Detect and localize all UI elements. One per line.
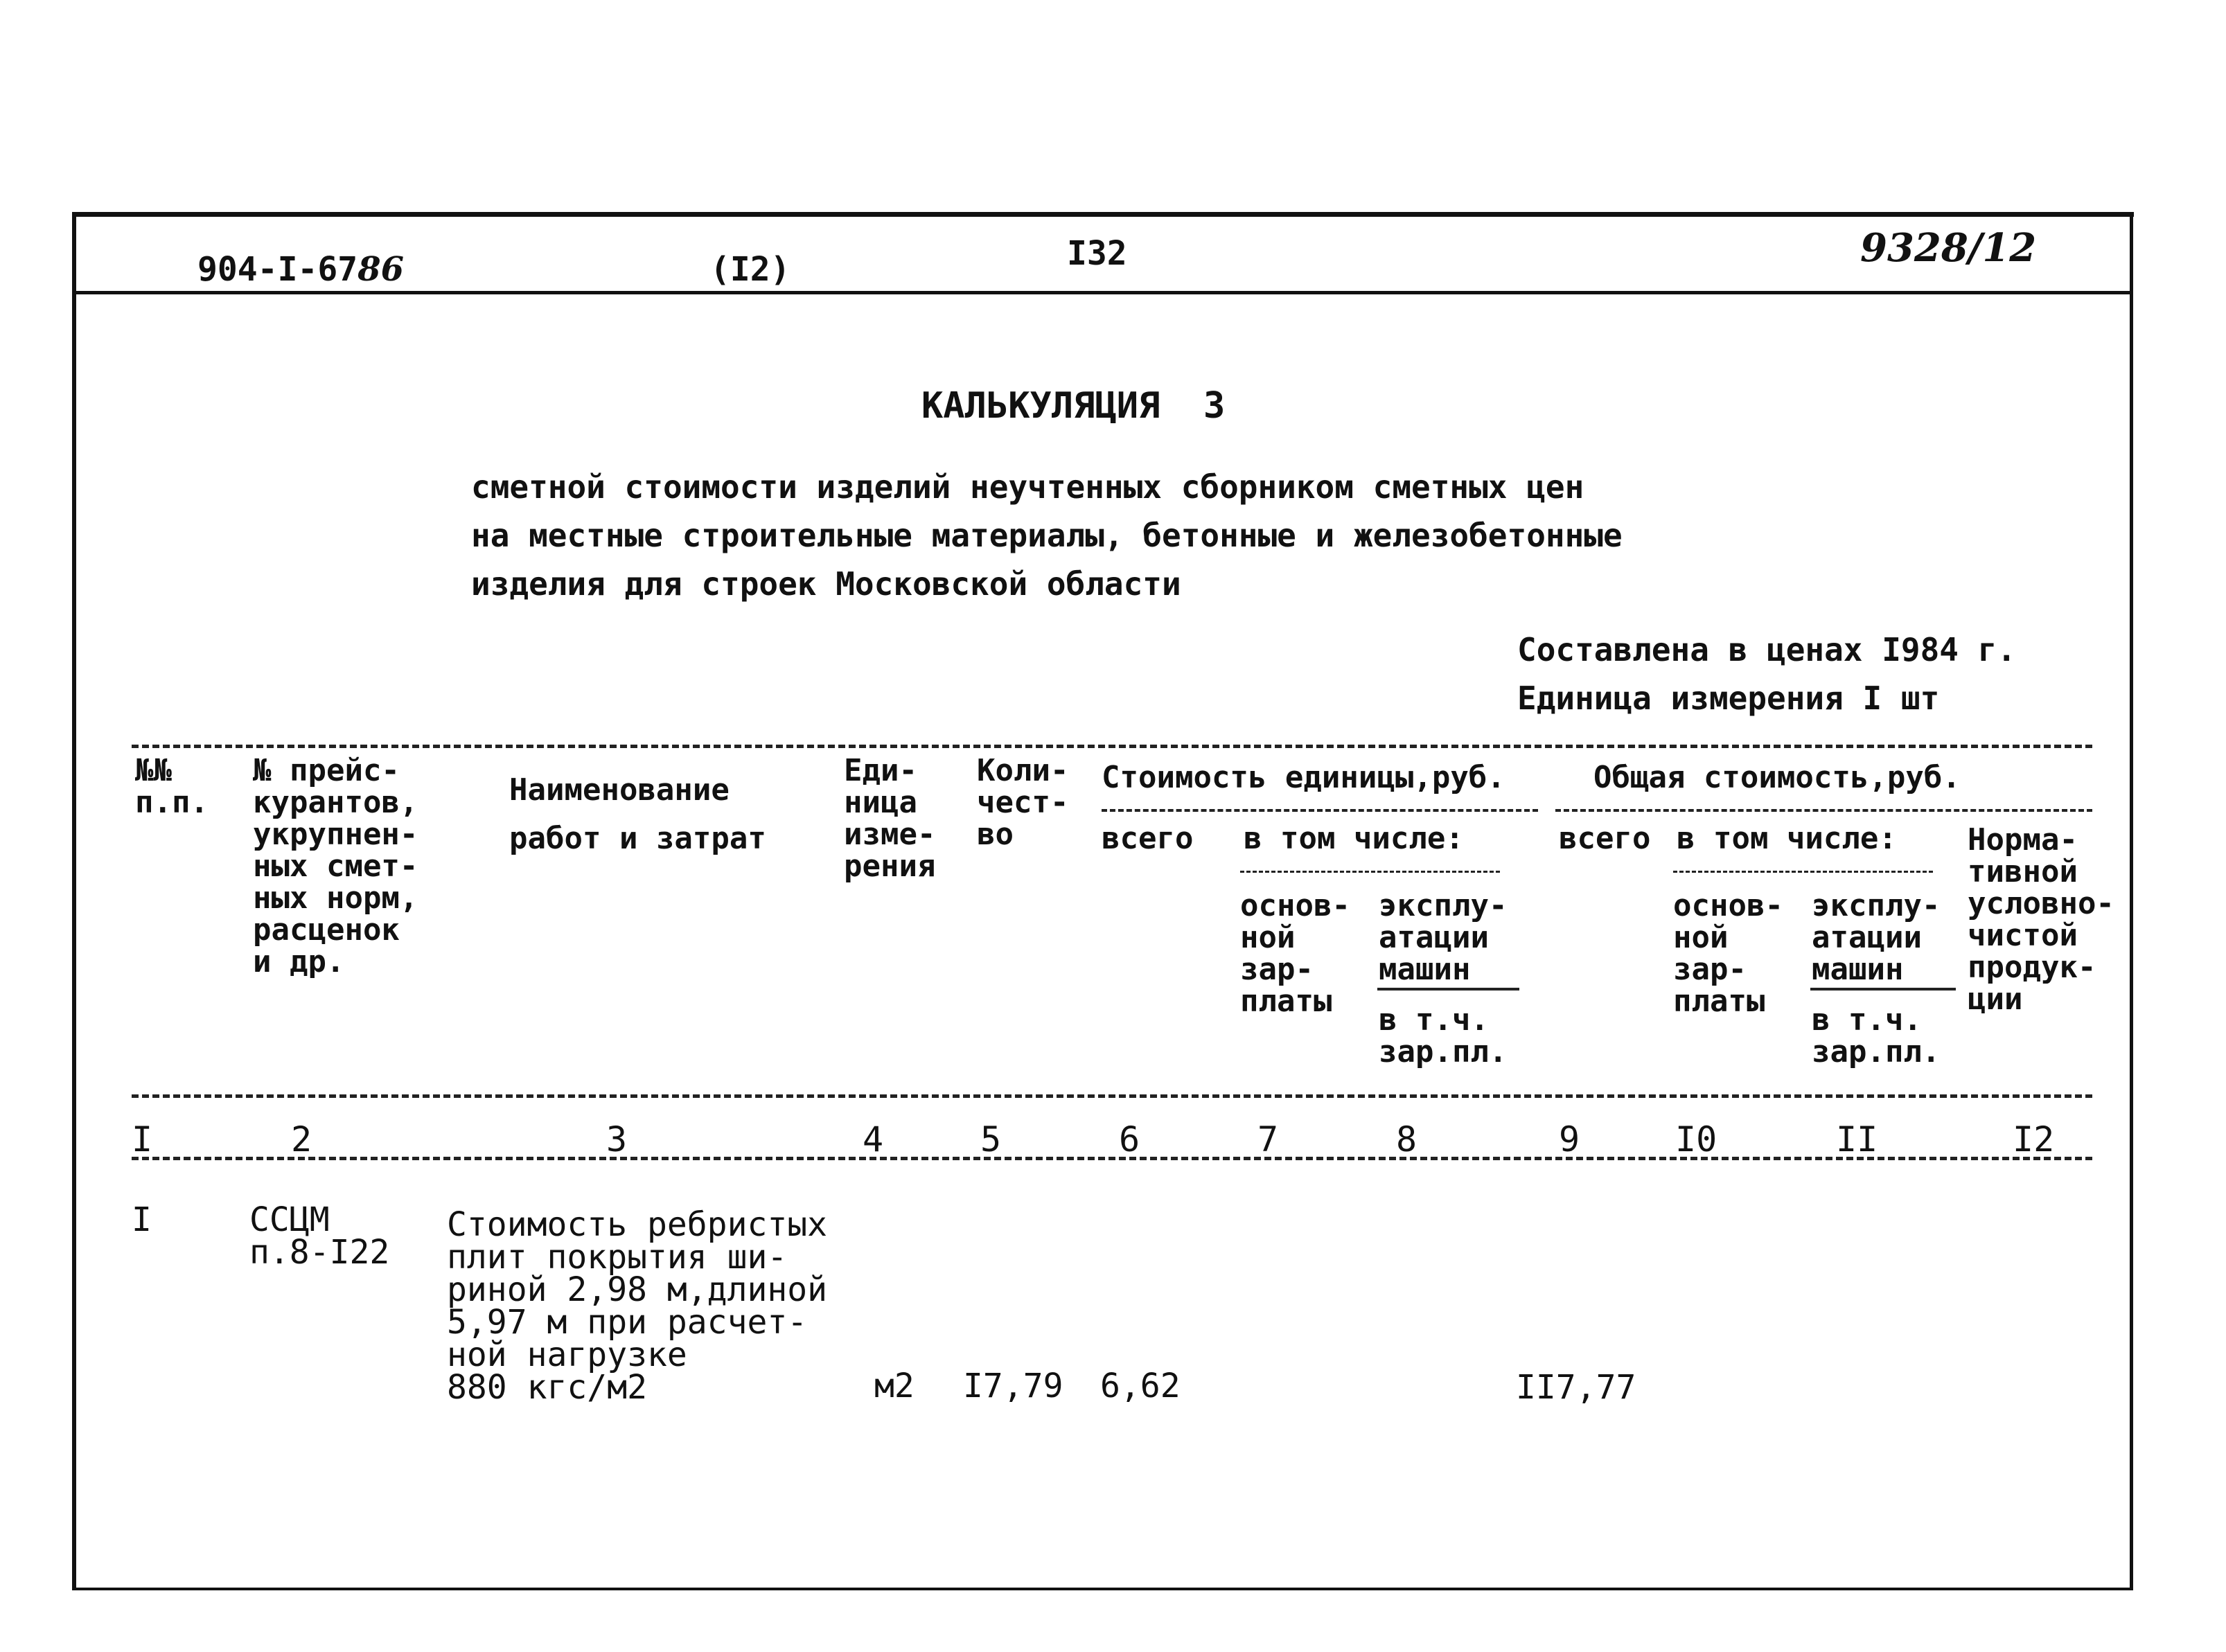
row-number: I	[132, 1200, 152, 1239]
title-line-1: сметной стоимости изделий неучтенных сборником сметных цен	[471, 468, 1584, 506]
title-line-3: изделия для строек Московской области	[471, 565, 1181, 603]
column-number: 3	[606, 1119, 628, 1160]
col-header-unit-base-pay: основ- ной зар- платы	[1240, 888, 1350, 1019]
total-incl-rule	[1673, 871, 1933, 873]
column-number: I0	[1675, 1119, 1717, 1160]
calc-heading: КАЛЬКУЛЯЦИЯ 3	[921, 385, 1226, 427]
row-reference: ССЦМ п.8-I22	[249, 1200, 390, 1272]
column-number: I2	[2013, 1119, 2055, 1160]
row-grand-total: II7,77	[1516, 1368, 1636, 1407]
col-header-total-cost: Общая стоимость,руб.	[1593, 760, 1961, 795]
col-header-quantity: Коли- чест- во	[977, 753, 1069, 852]
col-header-total-incl: в том числе:	[1677, 821, 1897, 856]
column-number: 8	[1396, 1119, 1417, 1160]
col-header-unit-machines: эксплу- атации машин	[1379, 888, 1508, 987]
frame-top-border	[73, 212, 2134, 217]
column-numbers-rule	[132, 1157, 2092, 1160]
header-divider	[76, 291, 2130, 294]
document-code: 904-I-6786	[197, 250, 404, 289]
price-basis: Составлена в ценах I984 г.	[1517, 631, 2017, 668]
column-number: 5	[980, 1119, 1002, 1160]
unit-cost-span-rule	[1102, 809, 1538, 812]
column-number: 9	[1559, 1119, 1580, 1160]
column-number: 2	[291, 1119, 312, 1160]
unit-incl-rule	[1240, 871, 1500, 873]
col-header-unit-incl-pay: в т.ч. зар.пл.	[1379, 1002, 1508, 1069]
column-number: 6	[1119, 1119, 1140, 1160]
column-number: 7	[1257, 1119, 1279, 1160]
col-header-unit-cost: Стоимость единицы,руб.	[1102, 760, 1505, 795]
col-header-unit-all: всего	[1102, 821, 1194, 856]
total-machines-underline	[1810, 988, 1956, 991]
title-line-2: на местные строительные материалы, бетонные и железобетонные	[471, 517, 1623, 554]
row-unit-total: 6,62	[1100, 1367, 1181, 1405]
col-header-total-machines: эксплу- атации машин	[1812, 888, 1941, 987]
col-header-name-b: работ и затрат	[509, 821, 766, 856]
page-number: I32	[1067, 234, 1127, 273]
frame-right-border	[2130, 212, 2133, 1590]
column-number: I	[132, 1119, 153, 1160]
col-header-unit-incl: в том числе:	[1244, 821, 1464, 856]
section-number: (I2)	[710, 250, 790, 289]
col-header-total-base-pay: основ- ной зар- платы	[1673, 888, 1783, 1019]
table-top-rule	[132, 745, 2092, 748]
frame-left-border	[72, 212, 76, 1590]
col-header-total-all: всего	[1559, 821, 1651, 856]
row-quantity: I7,79	[963, 1367, 1063, 1405]
col-header-total-incl-pay: в т.ч. зар.пл.	[1812, 1002, 1941, 1069]
row-name: Стоимость ребристых плит покрытия ши- риной 2,98 м,длиной 5,97 м при расчет- ной нагрузке 880 кгс/м2	[447, 1205, 828, 1407]
total-cost-span-rule	[1555, 809, 2092, 812]
unit-machines-underline	[1377, 988, 1519, 991]
column-number: 4	[863, 1119, 884, 1160]
col-header-number: №№ п.п.	[135, 753, 209, 820]
document-number: 9328/12	[1860, 225, 2037, 271]
col-header-reference: № прейс- курантов, укрупнен- ных смет- ных норм, расценок и др.	[253, 753, 418, 979]
column-number: II	[1836, 1119, 1878, 1160]
col-header-name-a: Наименование	[509, 772, 730, 808]
measure-unit: Единица измерения I шт	[1517, 680, 1940, 717]
col-header-unit: Еди- ница изме- рения	[844, 753, 936, 884]
table-header-bottom-rule	[132, 1094, 2092, 1098]
row-unit: м2	[874, 1367, 915, 1405]
frame-bottom-border	[72, 1588, 2133, 1590]
col-header-normative: Норма- тивной условно- чистой продук- ции	[1968, 822, 2114, 1017]
